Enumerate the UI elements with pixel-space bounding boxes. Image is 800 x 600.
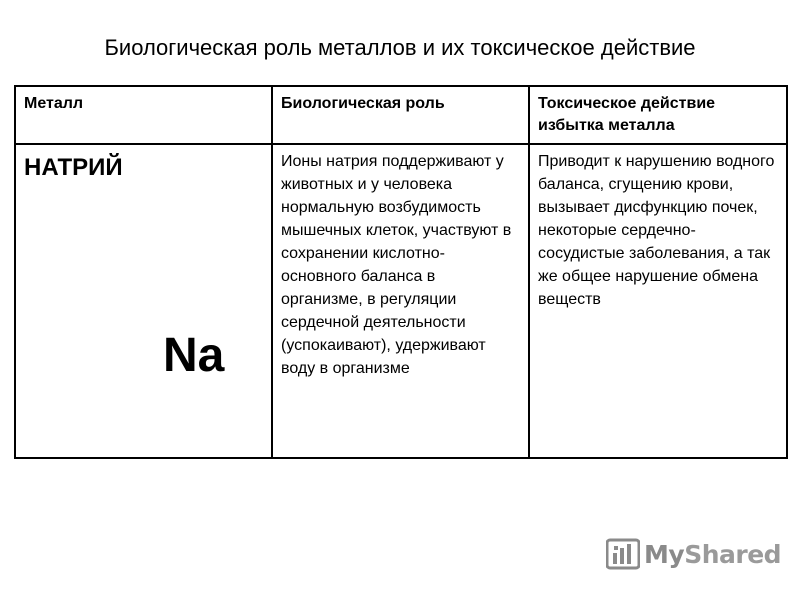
metal-symbol: Na bbox=[163, 329, 225, 382]
page-title: Биологическая роль металлов и их токсическое действие bbox=[104, 35, 696, 60]
chart-bars-icon bbox=[606, 537, 640, 571]
myshared-logo bbox=[606, 536, 781, 572]
table-header-row bbox=[15, 86, 787, 144]
toxic-effect-cell: Приводит к нарушению водного баланса, сгущению крови, вызывает дисфункцию почек, некоторые сердечно-сосудистые заболевания, а так же общее нарушение обмена веществ bbox=[529, 144, 787, 458]
table-row bbox=[15, 144, 787, 458]
biological-role-cell: Ионы натрия поддерживают у животных и у человека нормальную возбудимость мышечных клеток, участвуют в сохранении кислотно-основного баланса в организме, в регуляции сердечной деятельности (успокаивают), удерживают воду в организме bbox=[272, 144, 529, 458]
column-header-biological-role: Биологическая роль bbox=[272, 86, 529, 144]
metal-cell bbox=[15, 144, 272, 458]
metal-name: НАТРИЙ bbox=[24, 154, 123, 181]
column-header-metal: Металл bbox=[15, 86, 272, 144]
logo-text: MyShared bbox=[644, 539, 782, 569]
metals-table bbox=[14, 85, 788, 459]
column-header-toxic-effect: Токсическое действие избытка металла bbox=[529, 86, 787, 144]
